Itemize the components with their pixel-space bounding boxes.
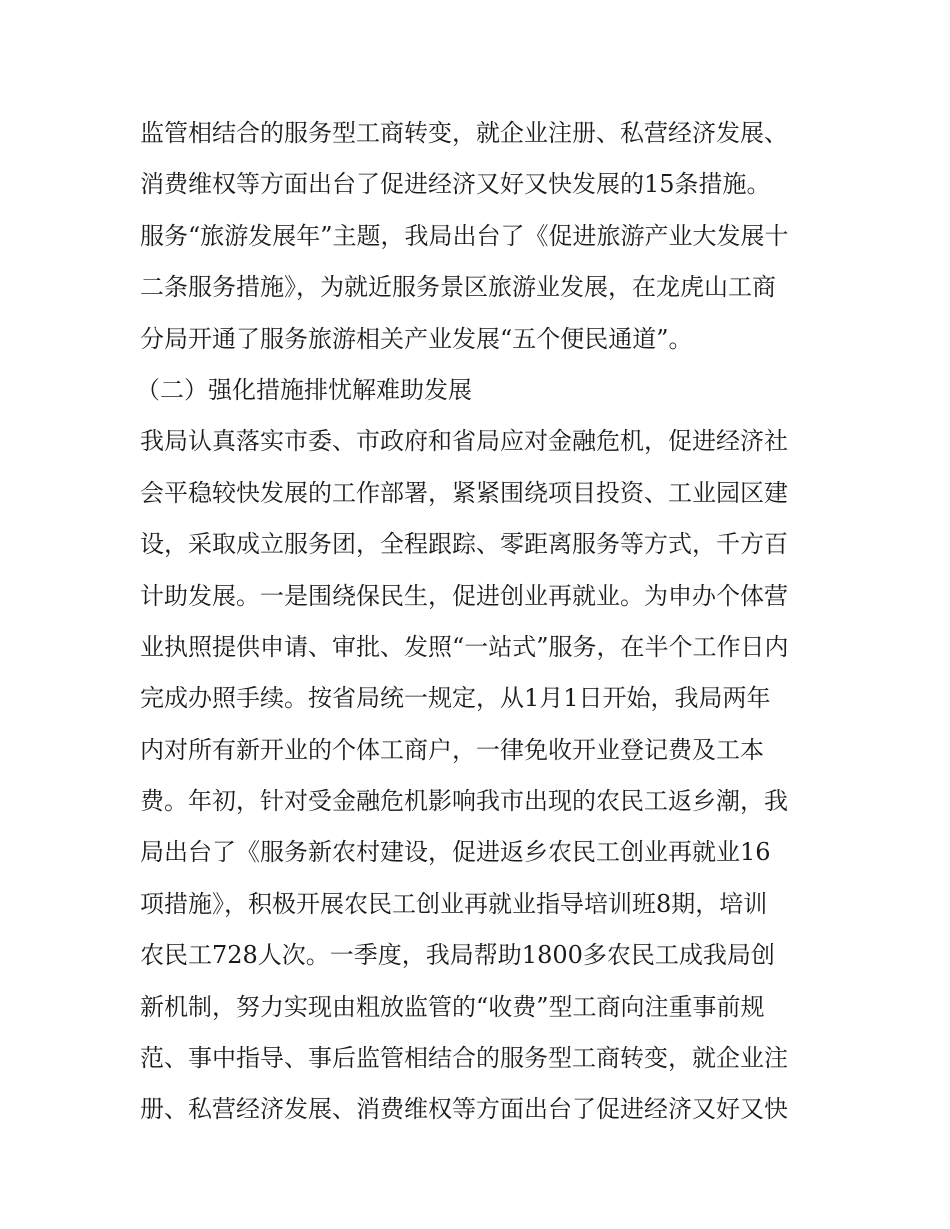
text-line: 完成办照手续。按省局统一规定，从1月1日开始，我局两年 [140, 684, 771, 713]
text-line: 内对所有新开业的个体工商户，一律免收开业登记费及工本 [140, 735, 764, 764]
text-line: 局出台了《服务新农村建设，促进返乡农民工创业再就业16 [140, 838, 771, 867]
text-line: 分局开通了服务旅游相关产业发展“五个便民通道”。 [140, 324, 693, 353]
text-line: 计助发展。一是围绕保民生，促进创业再就业。为申办个体营 [140, 581, 788, 610]
text-line: 农民工728人次。一季度，我局帮助1800多农民工成我局创 [140, 941, 775, 970]
body-text [136, 108, 820, 1136]
text-line: 新机制，努力实现由粗放监管的“收费”型工商向注重事前规 [140, 992, 765, 1021]
text-line: 消费维权等方面出台了促进经济又好又快发展的15条措施。 [140, 170, 771, 199]
text-line: 范、事中指导、事后监管相结合的服务型工商转变，就企业注 [140, 1044, 788, 1073]
text-line: 二条服务措施》，为就近服务景区旅游业发展，在龙虎山工商 [140, 273, 776, 302]
text-line: 设，采取成立服务团，全程跟踪、零距离服务等方式，千方百 [140, 530, 788, 559]
text-line: 项措施》，积极开展农民工创业再就业指导培训班8期，培训 [140, 889, 768, 918]
text-line: 会平稳较快发展的工作部署，紧紧围绕项目投资、工业园区建 [140, 478, 788, 507]
text-line: 我局认真落实市委、市政府和省局应对金融危机，促进经济社 [140, 427, 788, 456]
text-line: 业执照提供申请、审批、发照“一站式”服务，在半个工作日内 [140, 632, 789, 661]
text-line: 册、私营经济发展、消费维权等方面出台了促进经济又好又快 [140, 1095, 788, 1124]
text-line: 费。年初，针对受金融危机影响我市出现的农民工返乡潮，我 [140, 787, 788, 816]
text-line: 监管相结合的服务型工商转变，就企业注册、私营经济发展、 [140, 119, 788, 147]
text-line: 服务“旅游发展年”主题，我局出台了《促进旅游产业大发展十 [140, 221, 789, 250]
section-heading: （二）强化措施排忧解难助发展 [136, 375, 472, 404]
